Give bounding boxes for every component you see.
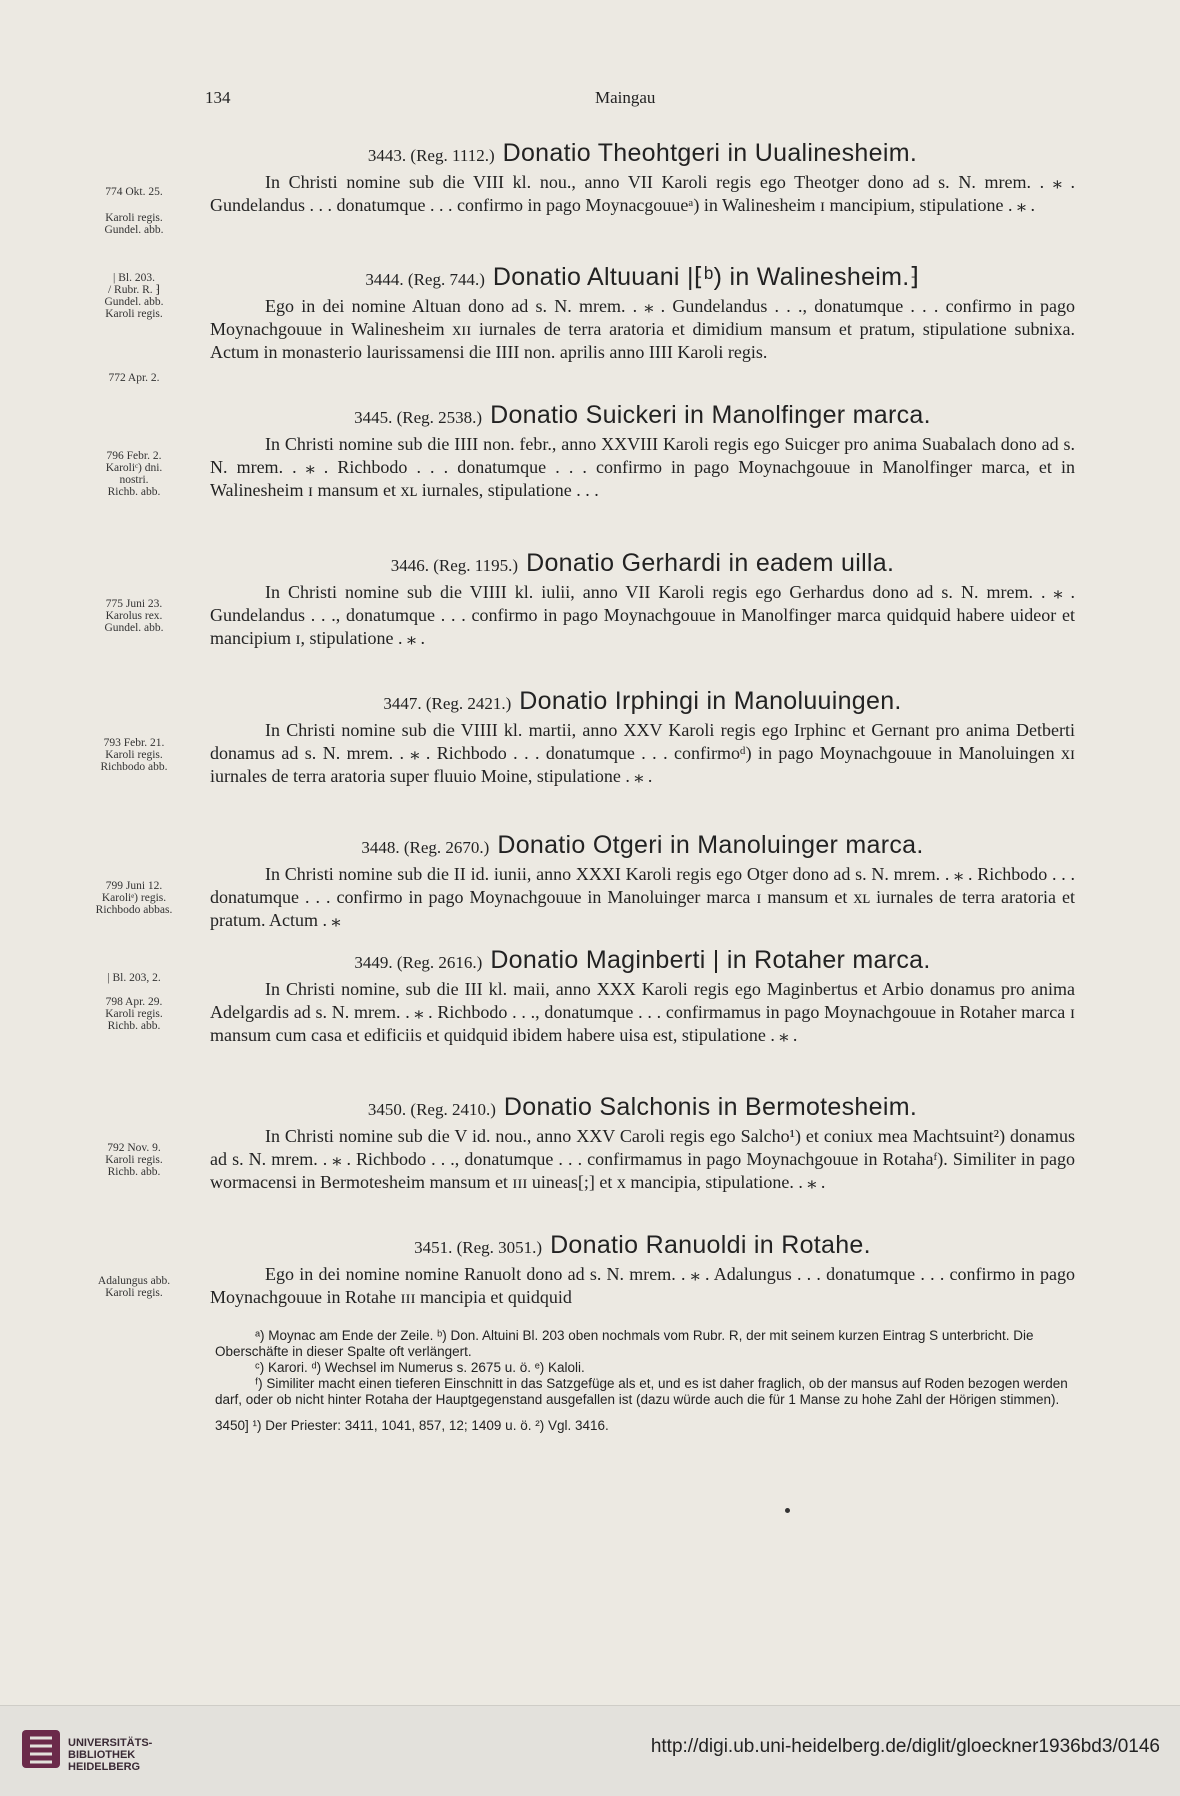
entry-3446 bbox=[210, 548, 1075, 650]
entry-3449 bbox=[210, 945, 1075, 1047]
footnote-a-b: ᵃ) Moynac am Ende der Zeile. ᵇ) Don. Altuini Bl. 203 oben nochmals vom Rubr. R, der mit seinem kurzen Eintrag S unterbricht. Die Oberschäfte in dieser Spalte oft verlängert. bbox=[215, 1328, 1034, 1359]
entry-text: In Christi nomine sub die VIIII kl. martii, anno XXV Karoli regis ego Irphinc et Gernant pro anima Detberti donamus ad s. N. mrem. . ⁎ . Richbodo . . . donatumque . . . confirmoᵈ) in pago Moynachgouue in Manoluingen xɪ iurnales de terra aratoria super fluuio Moine, stipulatione . ⁎ . bbox=[210, 720, 1075, 786]
entry-heading: 3447. (Reg. 2421.) Donatio Irphingi in Manoluuingen. bbox=[383, 687, 902, 715]
entry-heading: 3446. (Reg. 1195.) Donatio Gerhardi in eadem uilla. bbox=[390, 549, 895, 577]
footnotes bbox=[215, 1328, 1075, 1434]
printers-dot bbox=[785, 1508, 790, 1513]
entry-text: In Christi nomine sub die VIII kl. nou., anno VII Karoli regis ego Theotger dono ad s. N. mrem. . ⁎ . Gundelandus . . . donatumque . . . confirmo in pago Moynacgouueᵃ) in Walinesheim ɪ mancipium, stipulatione . ⁎ . bbox=[210, 172, 1075, 215]
library-logo[interactable]: UNIVERSITÄTS- BIBLIOTHEK HEIDELBERG bbox=[20, 1726, 220, 1786]
margin-note-3447: 793 Febr. 21. Karoli regis. Richbodo abb. bbox=[100, 737, 168, 773]
running-title: Maingau bbox=[595, 88, 656, 107]
footnote-3450: 3450] ¹) Der Priester: 3411, 1041, 857, 12; 1409 u. ö. ²) Vgl. 3416. bbox=[215, 1418, 609, 1433]
entry-3448 bbox=[210, 830, 1075, 932]
entry-text: In Christi nomine sub die IIII non. febr., anno XXVIII Karoli regis ego Suicger pro anima Suabalach dono ad s. N. mrem. . ⁎ . Richbodo . . . donatumque . . . confirmo in pago Moynachgouue in Manolfinger marca, et in Walinesheim ɪ mansum et xʟ iurnales, stipulatione . . . bbox=[210, 434, 1075, 500]
entry-heading: 3444. (Reg. 744.) Donatio Altuuani |⁅ᵇ) in Walinesheim.⁆ bbox=[365, 263, 920, 291]
footnote-c-d-e: ᶜ) Karori. ᵈ) Wechsel im Numerus s. 2675 u. ö. ᵉ) Kaloli. bbox=[255, 1360, 585, 1375]
margin-note-3450: 792 Nov. 9. Karoli regis. Richb. abb. bbox=[105, 1142, 163, 1178]
entry-text: In Christi nomine sub die V id. nou., anno XXV Caroli regis ego Salcho¹) et coniux mea Machtsuint²) donamus ad s. N. mrem. . ⁎ . Richbodo . . ., donatumque . . . confirmamus in pago Moynachgouue in Rotahaᶠ). Similiter in pago wormacensi in Bermotesheim mansum et ɪɪɪ uineas[;] et x mancipia, stipulatione. . ⁎ . bbox=[210, 1126, 1075, 1192]
entry-heading: 3448. (Reg. 2670.) Donatio Otgeri in Manoluinger marca. bbox=[361, 831, 924, 859]
entry-heading: 3443. (Reg. 1112.) Donatio Theohtgeri in Uualinesheim. bbox=[367, 139, 918, 167]
entry-heading: 3451. (Reg. 3051.) Donatio Ranuoldi in Rotahe. bbox=[414, 1231, 871, 1259]
entry-text: Ego in dei nomine Altuan dono ad s. N. mrem. . ⁎ . Gundelandus . . ., donatumque . . . confirmo in pago Moynachgouue in Walinesheim xɪɪ iurnales de terra aratoria et dimidium mansum et pratum, stipulatione subnixa. Actum in monasterio laurissamensi die IIII non. aprilis anno IIII Karoli regis. bbox=[210, 296, 1075, 362]
entry-heading: 3445. (Reg. 2538.) Donatio Suickeri in Manolfinger marca. bbox=[354, 401, 931, 429]
entry-3447 bbox=[210, 686, 1075, 788]
university-seal-icon bbox=[20, 1726, 64, 1770]
margin-note-3449: | Bl. 203, 2. 798 Apr. 29. Karoli regis. Richb. abb. bbox=[105, 972, 163, 1032]
entry-3445 bbox=[210, 400, 1075, 502]
entry-text: In Christi nomine sub die VIIII kl. iulii, anno VII Karoli regis ego Gerhardus dono ad s. N. mrem. . ⁎ . Gundelandus . . ., donatumque . . . confirmo in pago Moynachgouue in Manolfinger marca quidquid habere uideor et mancipium ɪ, stipulatione . ⁎ . bbox=[210, 582, 1075, 648]
entry-3450 bbox=[210, 1092, 1075, 1194]
margin-note-3451: Adalungus abb. Karoli regis. bbox=[97, 1275, 171, 1299]
entry-heading: 3450. (Reg. 2410.) Donatio Salchonis in Bermotesheim. bbox=[367, 1093, 918, 1121]
running-header bbox=[0, 88, 1180, 112]
margin-note-3446: 775 Juni 23. Karolus rex. Gundel. abb. bbox=[104, 598, 164, 634]
entry-text: In Christi nomine, sub die III kl. maii, anno XXX Karoli regis ego Maginbertus et Arbio donamus pro anima Adelgardis ad s. N. mrem. . ⁎ . Richbodo . . ., donatumque . . . confirmamus in pago Moynachgouue in Rotaher marca ɪ mansum cum casa et edificiis et quidquid ibidem habere uisa est, stipulatione . ⁎ . bbox=[210, 979, 1075, 1045]
permalink-url[interactable]: http://digi.ub.uni-heidelberg.de/diglit/gloeckner1936bd3/0146 bbox=[650, 1736, 1160, 1757]
entry-3444 bbox=[210, 262, 1075, 364]
entry-text: In Christi nomine sub die II id. iunii, anno XXXI Karoli regis ego Otger dono ad s. N. mrem. . ⁎ . Richbodo . . . donatumque . . . confirmo in pago Moynachgouue in Manoluinger marca ɪ mansum et xʟ iurnales de terra aratoria et pratum. Actum . ⁎ bbox=[210, 864, 1075, 930]
entry-3451 bbox=[210, 1230, 1075, 1309]
entry-text: Ego in dei nomine nomine Ranuolt dono ad s. N. mrem. . ⁎ . Adalungus . . . donatumque . . . confirmo in pago Moynachgouue in Rotahe ɪɪɪ mancipia et quidquid bbox=[210, 1264, 1075, 1307]
entry-heading: 3449. (Reg. 2616.) Donatio Maginberti | in Rotaher marca. bbox=[354, 946, 931, 974]
margin-note-3443: 774 Okt. 25. Karoli regis. Gundel. abb. bbox=[104, 186, 164, 236]
entry-3443 bbox=[210, 138, 1075, 217]
margin-note-3444: | Bl. 203. / Rubr. R. ⁆ Gundel. abb. Karoli regis. 772 Apr. 2. bbox=[104, 272, 164, 384]
margin-note-3445: 796 Febr. 2. Karoliᶜ) dni. nostri. Richb. abb. bbox=[105, 450, 163, 498]
margin-note-3448: 799 Juni 12. Karoliᵉ) regis. Richbodo abbas. bbox=[95, 880, 173, 916]
viewer-footer bbox=[0, 1705, 1180, 1796]
footnote-f: ᶠ) Similiter macht einen tieferen Einschnitt in das Satzgefüge als et, und es ist daher fraglich, ob der mansus auf Roden bezogen werden darf, oder ob nicht hinter Rotaha der Hauptgegenstand ausgefallen ist (dazu würde auch die für 1 Manse zu hohe Zahl der Hörigen stimmen). bbox=[215, 1376, 1068, 1407]
page-number: 134 bbox=[205, 88, 231, 107]
